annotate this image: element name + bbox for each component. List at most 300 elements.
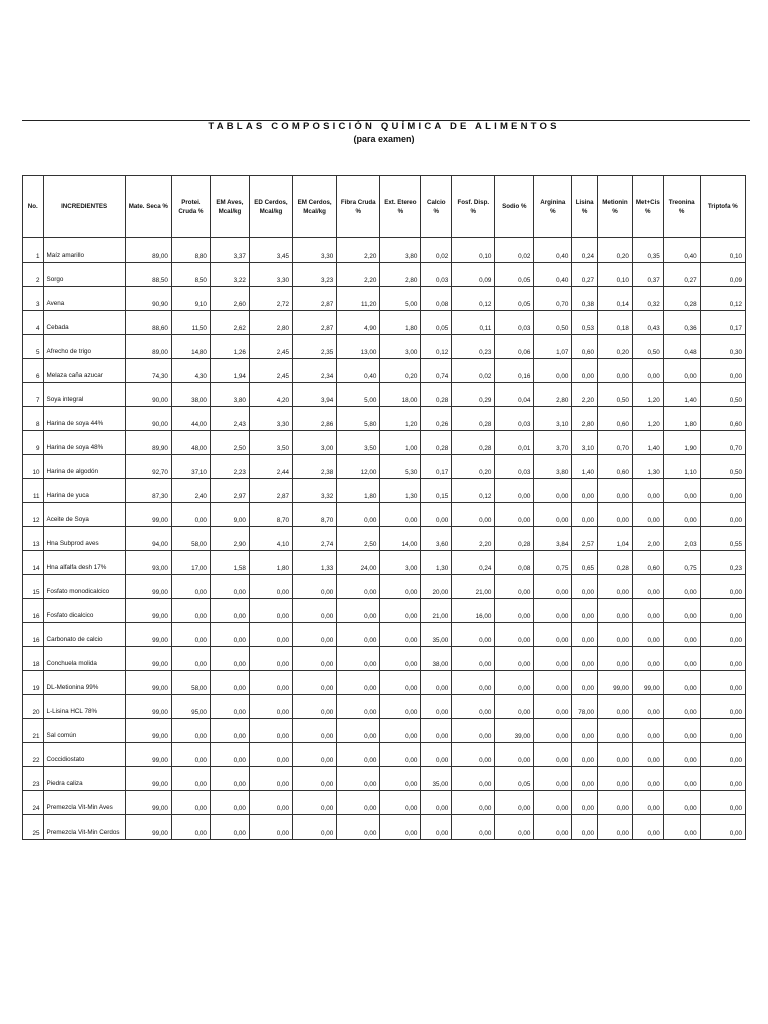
value-cell: 2,40 — [171, 479, 210, 503]
value-cell: 0,00 — [210, 719, 249, 743]
row-number: 15 — [23, 575, 44, 599]
value-cell: 0,00 — [452, 719, 495, 743]
table-row — [23, 575, 746, 599]
value-cell: 90,00 — [125, 383, 171, 407]
value-cell: 0,00 — [700, 503, 745, 527]
value-cell: 0,29 — [452, 383, 495, 407]
column-header: Calcio % — [421, 176, 452, 238]
ingredient-name: Maíz amarillo — [43, 238, 125, 263]
value-cell: 0,00 — [534, 671, 572, 695]
value-cell: 2,90 — [210, 527, 249, 551]
value-cell: 0,00 — [495, 575, 534, 599]
value-cell: 0,00 — [293, 599, 337, 623]
value-cell: 90,90 — [125, 287, 171, 311]
value-cell: 8,80 — [171, 238, 210, 263]
value-cell: 0,37 — [632, 263, 663, 287]
value-cell: 0,00 — [663, 647, 700, 671]
value-cell: 0,12 — [452, 287, 495, 311]
row-number: 24 — [23, 791, 44, 815]
table-row — [23, 527, 746, 551]
value-cell: 0,27 — [572, 263, 598, 287]
value-cell: 2,45 — [249, 335, 292, 359]
value-cell: 0,00 — [171, 575, 210, 599]
value-cell: 89,00 — [125, 238, 171, 263]
value-cell: 2,43 — [210, 407, 249, 431]
page-subtitle: (para examen) — [353, 134, 415, 144]
value-cell: 0,00 — [380, 719, 421, 743]
value-cell: 2,44 — [249, 455, 292, 479]
value-cell: 0,00 — [663, 743, 700, 767]
value-cell: 8,70 — [249, 503, 292, 527]
row-number: 18 — [23, 647, 44, 671]
value-cell: 2,97 — [210, 479, 249, 503]
value-cell: 2,20 — [337, 263, 380, 287]
table-row — [23, 647, 746, 671]
value-cell: 0,00 — [249, 743, 292, 767]
value-cell: 3,30 — [249, 407, 292, 431]
row-number: 7 — [23, 383, 44, 407]
value-cell: 0,00 — [171, 719, 210, 743]
column-header: Protei. Cruda % — [171, 176, 210, 238]
value-cell: 1,80 — [249, 551, 292, 575]
value-cell: 11,20 — [337, 287, 380, 311]
column-header: Ext. Etereo % — [380, 176, 421, 238]
row-number: 2 — [23, 263, 44, 287]
value-cell: 0,00 — [534, 719, 572, 743]
value-cell: 0,00 — [572, 671, 598, 695]
value-cell: 0,40 — [534, 238, 572, 263]
value-cell: 0,00 — [337, 599, 380, 623]
ingredient-name: L-Lisina HCL 78% — [43, 695, 125, 719]
value-cell: 5,30 — [380, 455, 421, 479]
value-cell: 0,00 — [452, 695, 495, 719]
value-cell: 0,00 — [421, 671, 452, 695]
value-cell: 0,00 — [293, 791, 337, 815]
value-cell: 3,80 — [210, 383, 249, 407]
row-number: 13 — [23, 527, 44, 551]
value-cell: 0,65 — [572, 551, 598, 575]
value-cell: 16,00 — [452, 599, 495, 623]
value-cell: 1,20 — [632, 383, 663, 407]
ingredient-name: Harina de algodón — [43, 455, 125, 479]
column-header: Fibra Cruda % — [337, 176, 380, 238]
value-cell: 0,28 — [495, 527, 534, 551]
value-cell: 38,00 — [171, 383, 210, 407]
value-cell: 0,00 — [572, 623, 598, 647]
value-cell: 0,00 — [700, 695, 745, 719]
column-header: Triptofa % — [700, 176, 745, 238]
value-cell: 1,30 — [421, 551, 452, 575]
value-cell: 0,00 — [495, 815, 534, 840]
value-cell: 5,00 — [380, 287, 421, 311]
value-cell: 0,01 — [495, 431, 534, 455]
ingredient-name: Harina de soya 48% — [43, 431, 125, 455]
ingredient-name: Soya integral — [43, 383, 125, 407]
value-cell: 0,12 — [452, 479, 495, 503]
value-cell: 0,00 — [598, 743, 633, 767]
value-cell: 0,00 — [700, 623, 745, 647]
value-cell: 0,00 — [380, 503, 421, 527]
value-cell: 0,02 — [421, 238, 452, 263]
value-cell: 0,00 — [632, 647, 663, 671]
value-cell: 0,60 — [598, 407, 633, 431]
value-cell: 2,72 — [249, 287, 292, 311]
value-cell: 1,80 — [663, 407, 700, 431]
value-cell: 0,00 — [495, 743, 534, 767]
value-cell: 0,00 — [380, 575, 421, 599]
value-cell: 0,38 — [572, 287, 598, 311]
row-number: 19 — [23, 671, 44, 695]
value-cell: 0,00 — [452, 767, 495, 791]
column-header: Arginina % — [534, 176, 572, 238]
value-cell: 0,00 — [293, 815, 337, 840]
value-cell: 99,00 — [125, 647, 171, 671]
value-cell: 0,50 — [700, 455, 745, 479]
value-cell: 0,74 — [421, 359, 452, 383]
value-cell: 0,40 — [663, 238, 700, 263]
value-cell: 0,00 — [421, 791, 452, 815]
value-cell: 0,28 — [421, 383, 452, 407]
value-cell: 0,16 — [495, 359, 534, 383]
value-cell: 0,00 — [380, 623, 421, 647]
value-cell: 88,50 — [125, 263, 171, 287]
value-cell: 0,00 — [598, 767, 633, 791]
value-cell: 0,00 — [293, 767, 337, 791]
value-cell: 4,90 — [337, 311, 380, 335]
value-cell: 0,30 — [700, 335, 745, 359]
value-cell: 0,00 — [572, 503, 598, 527]
value-cell: 0,00 — [663, 503, 700, 527]
value-cell: 99,00 — [125, 791, 171, 815]
value-cell: 0,00 — [210, 599, 249, 623]
value-cell: 58,00 — [171, 527, 210, 551]
column-header: Met+Cis % — [632, 176, 663, 238]
value-cell: 1,40 — [632, 431, 663, 455]
value-cell: 0,00 — [495, 647, 534, 671]
value-cell: 99,00 — [125, 815, 171, 840]
value-cell: 0,03 — [421, 263, 452, 287]
value-cell: 0,00 — [495, 599, 534, 623]
value-cell: 0,00 — [293, 743, 337, 767]
value-cell: 0,00 — [632, 575, 663, 599]
value-cell: 0,00 — [700, 815, 745, 840]
value-cell: 0,40 — [534, 263, 572, 287]
ingredient-name: Hna alfalfa desh 17% — [43, 551, 125, 575]
value-cell: 0,00 — [663, 695, 700, 719]
value-cell: 0,00 — [632, 599, 663, 623]
value-cell: 74,30 — [125, 359, 171, 383]
value-cell: 0,00 — [380, 791, 421, 815]
row-number: 5 — [23, 335, 44, 359]
value-cell: 2,50 — [337, 527, 380, 551]
value-cell: 0,00 — [534, 503, 572, 527]
row-number: 23 — [23, 767, 44, 791]
value-cell: 0,00 — [663, 791, 700, 815]
ingredient-name: Conchuela molida — [43, 647, 125, 671]
value-cell: 0,12 — [700, 287, 745, 311]
ingredient-name: Harina de soya 44% — [43, 407, 125, 431]
value-cell: 0,00 — [663, 671, 700, 695]
value-cell: 58,00 — [171, 671, 210, 695]
value-cell: 0,00 — [495, 791, 534, 815]
row-number: 21 — [23, 719, 44, 743]
column-header: Sodio % — [495, 176, 534, 238]
value-cell: 38,00 — [421, 647, 452, 671]
value-cell: 35,00 — [421, 623, 452, 647]
value-cell: 0,00 — [210, 695, 249, 719]
value-cell: 0,05 — [495, 263, 534, 287]
value-cell: 0,00 — [249, 623, 292, 647]
value-cell: 1,58 — [210, 551, 249, 575]
value-cell: 0,00 — [293, 695, 337, 719]
value-cell: 0,00 — [632, 815, 663, 840]
value-cell: 48,00 — [171, 431, 210, 455]
value-cell: 0,02 — [495, 238, 534, 263]
value-cell: 0,08 — [421, 287, 452, 311]
value-cell: 0,00 — [380, 767, 421, 791]
ingredient-name: Fosfato monodicalcico — [43, 575, 125, 599]
value-cell: 17,00 — [171, 551, 210, 575]
value-cell: 0,00 — [337, 647, 380, 671]
value-cell: 3,37 — [210, 238, 249, 263]
value-cell: 0,00 — [452, 815, 495, 840]
value-cell: 2,50 — [210, 431, 249, 455]
row-number: 12 — [23, 503, 44, 527]
table-row — [23, 623, 746, 647]
value-cell: 3,10 — [534, 407, 572, 431]
value-cell: 0,00 — [632, 623, 663, 647]
ingredient-name: DL-Metionina 99% — [43, 671, 125, 695]
value-cell: 0,03 — [495, 455, 534, 479]
value-cell: 0,00 — [700, 647, 745, 671]
value-cell: 92,70 — [125, 455, 171, 479]
value-cell: 0,00 — [249, 671, 292, 695]
value-cell: 0,00 — [598, 599, 633, 623]
value-cell: 0,00 — [632, 359, 663, 383]
value-cell: 0,00 — [249, 791, 292, 815]
value-cell: 0,00 — [495, 671, 534, 695]
table-row — [23, 743, 746, 767]
value-cell: 3,00 — [380, 551, 421, 575]
value-cell: 2,87 — [293, 287, 337, 311]
value-cell: 0,00 — [210, 743, 249, 767]
value-cell: 0,00 — [700, 767, 745, 791]
column-header: Treonina % — [663, 176, 700, 238]
value-cell: 1,30 — [632, 455, 663, 479]
value-cell: 35,00 — [421, 767, 452, 791]
value-cell: 99,00 — [125, 599, 171, 623]
value-cell: 0,20 — [380, 359, 421, 383]
table-row — [23, 383, 746, 407]
value-cell: 0,00 — [421, 743, 452, 767]
value-cell: 0,00 — [337, 695, 380, 719]
column-header: EM Cerdos, Mcal/kg — [293, 176, 337, 238]
value-cell: 0,00 — [598, 647, 633, 671]
value-cell: 0,00 — [700, 671, 745, 695]
value-cell: 0,03 — [495, 311, 534, 335]
ingredient-name: Avena — [43, 287, 125, 311]
value-cell: 1,40 — [663, 383, 700, 407]
table-row — [23, 311, 746, 335]
value-cell: 44,00 — [171, 407, 210, 431]
value-cell: 2,80 — [572, 407, 598, 431]
ingredient-name: Piedra caliza — [43, 767, 125, 791]
value-cell: 0,05 — [495, 767, 534, 791]
value-cell: 0,28 — [452, 407, 495, 431]
value-cell: 99,00 — [125, 695, 171, 719]
value-cell: 0,00 — [380, 815, 421, 840]
table-row — [23, 287, 746, 311]
table-row — [23, 455, 746, 479]
value-cell: 99,00 — [125, 575, 171, 599]
value-cell: 2,20 — [452, 527, 495, 551]
row-number: 6 — [23, 359, 44, 383]
value-cell: 0,00 — [598, 695, 633, 719]
column-header: Mate. Seca % — [125, 176, 171, 238]
value-cell: 3,94 — [293, 383, 337, 407]
value-cell: 1,10 — [663, 455, 700, 479]
value-cell: 0,00 — [337, 671, 380, 695]
column-header: Fosf. Disp. % — [452, 176, 495, 238]
value-cell: 0,00 — [700, 719, 745, 743]
value-cell: 0,00 — [663, 815, 700, 840]
value-cell: 95,00 — [171, 695, 210, 719]
value-cell: 0,17 — [700, 311, 745, 335]
value-cell: 1,80 — [380, 311, 421, 335]
column-header: No. — [23, 176, 44, 238]
value-cell: 0,06 — [495, 335, 534, 359]
value-cell: 39,00 — [495, 719, 534, 743]
value-cell: 1,00 — [380, 431, 421, 455]
value-cell: 0,00 — [337, 503, 380, 527]
value-cell: 0,00 — [572, 647, 598, 671]
value-cell: 99,00 — [125, 623, 171, 647]
value-cell: 0,24 — [572, 238, 598, 263]
ingredient-name: Carbonato de calcio — [43, 623, 125, 647]
value-cell: 0,00 — [534, 815, 572, 840]
value-cell: 0,00 — [632, 791, 663, 815]
ingredient-name: Cebada — [43, 311, 125, 335]
row-number: 4 — [23, 311, 44, 335]
value-cell: 0,18 — [598, 311, 633, 335]
value-cell: 0,00 — [598, 359, 633, 383]
value-cell: 0,00 — [171, 767, 210, 791]
value-cell: 0,28 — [598, 551, 633, 575]
value-cell: 0,00 — [249, 695, 292, 719]
value-cell: 2,74 — [293, 527, 337, 551]
value-cell: 1,07 — [534, 335, 572, 359]
table-row — [23, 767, 746, 791]
value-cell: 5,80 — [337, 407, 380, 431]
value-cell: 1,26 — [210, 335, 249, 359]
value-cell: 99,00 — [125, 671, 171, 695]
value-cell: 0,00 — [421, 695, 452, 719]
value-cell: 0,05 — [495, 287, 534, 311]
value-cell: 0,02 — [452, 359, 495, 383]
value-cell: 0,00 — [337, 815, 380, 840]
value-cell: 0,00 — [534, 479, 572, 503]
value-cell: 5,00 — [337, 383, 380, 407]
value-cell: 0,14 — [598, 287, 633, 311]
value-cell: 2,03 — [663, 527, 700, 551]
value-cell: 8,70 — [293, 503, 337, 527]
table-header-row — [23, 176, 746, 238]
value-cell: 0,00 — [700, 575, 745, 599]
table-row — [23, 238, 746, 263]
value-cell: 0,75 — [534, 551, 572, 575]
value-cell: 3,80 — [380, 238, 421, 263]
value-cell: 0,40 — [337, 359, 380, 383]
ingredient-name: Melaza caña azucar — [43, 359, 125, 383]
row-number: 8 — [23, 407, 44, 431]
value-cell: 3,23 — [293, 263, 337, 287]
row-number: 11 — [23, 479, 44, 503]
page-title: TABLAS COMPOSICIÓN QUÍMICA DE ALIMENTOS — [208, 121, 560, 132]
value-cell: 0,00 — [534, 767, 572, 791]
row-number: 16 — [23, 623, 44, 647]
value-cell: 0,00 — [380, 743, 421, 767]
value-cell: 3,30 — [293, 238, 337, 263]
ingredient-name: Hna Subprod aves — [43, 527, 125, 551]
value-cell: 0,00 — [337, 767, 380, 791]
value-cell: 0,23 — [452, 335, 495, 359]
value-cell: 0,00 — [337, 623, 380, 647]
value-cell: 0,00 — [171, 815, 210, 840]
value-cell: 9,10 — [171, 287, 210, 311]
value-cell: 0,00 — [249, 647, 292, 671]
value-cell: 0,00 — [210, 791, 249, 815]
value-cell: 0,00 — [700, 479, 745, 503]
table-row — [23, 695, 746, 719]
value-cell: 0,00 — [598, 815, 633, 840]
value-cell: 0,00 — [293, 623, 337, 647]
value-cell: 2,86 — [293, 407, 337, 431]
value-cell: 0,32 — [632, 287, 663, 311]
value-cell: 1,20 — [632, 407, 663, 431]
value-cell: 37,10 — [171, 455, 210, 479]
value-cell: 0,00 — [700, 359, 745, 383]
value-cell: 0,00 — [534, 359, 572, 383]
table-row — [23, 479, 746, 503]
value-cell: 1,33 — [293, 551, 337, 575]
ingredient-name: Coccidiostato — [43, 743, 125, 767]
value-cell: 3,10 — [572, 431, 598, 455]
value-cell: 3,50 — [249, 431, 292, 455]
value-cell: 89,90 — [125, 431, 171, 455]
ingredient-name: Fosfato dicalcico — [43, 599, 125, 623]
value-cell: 0,10 — [700, 238, 745, 263]
value-cell: 0,12 — [421, 335, 452, 359]
value-cell: 0,00 — [572, 791, 598, 815]
value-cell: 0,00 — [598, 575, 633, 599]
value-cell: 0,00 — [700, 743, 745, 767]
value-cell: 1,04 — [598, 527, 633, 551]
value-cell: 2,23 — [210, 455, 249, 479]
value-cell: 4,20 — [249, 383, 292, 407]
value-cell: 99,00 — [632, 671, 663, 695]
value-cell: 2,35 — [293, 335, 337, 359]
value-cell: 0,00 — [210, 671, 249, 695]
value-cell: 99,00 — [125, 503, 171, 527]
value-cell: 0,00 — [337, 743, 380, 767]
value-cell: 0,00 — [572, 815, 598, 840]
ingredient-name: Premezcla Vit-Min Aves — [43, 791, 125, 815]
value-cell: 0,00 — [534, 599, 572, 623]
value-cell: 0,04 — [495, 383, 534, 407]
value-cell: 99,00 — [598, 671, 633, 695]
row-number: 1 — [23, 238, 44, 263]
value-cell: 2,38 — [293, 455, 337, 479]
